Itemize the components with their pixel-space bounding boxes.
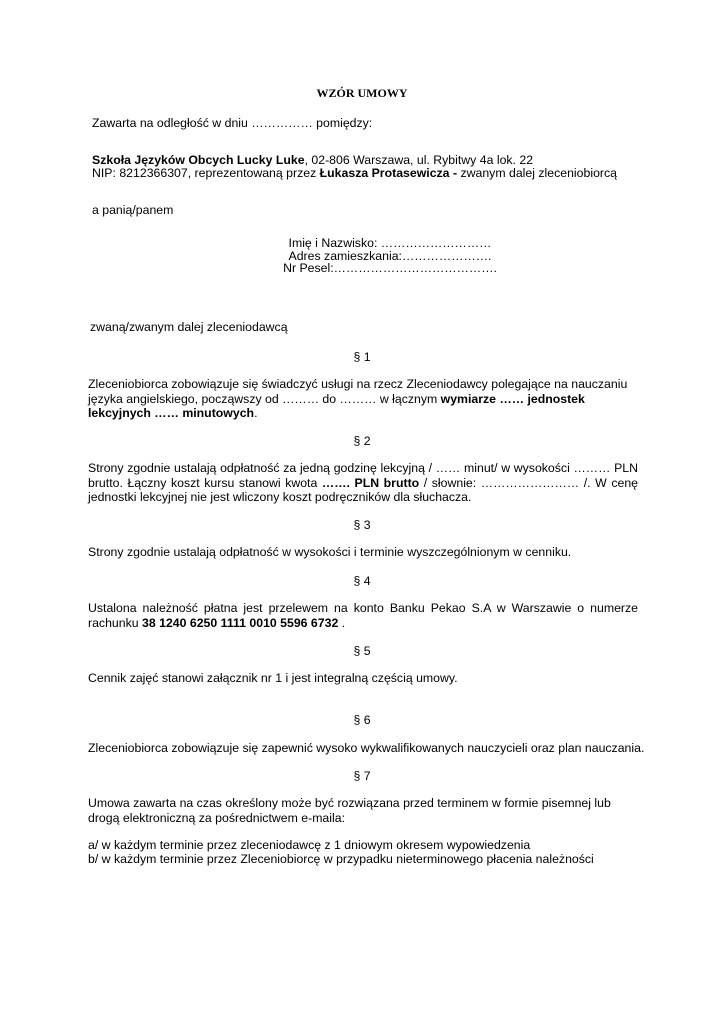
client-pesel-line: Nr Pesel:…………………………………. <box>283 261 497 275</box>
section-1-text <box>88 377 638 421</box>
contractor-dash: - <box>449 166 461 180</box>
bank-account-number: 38 1240 6250 1111 0010 5596 6732 <box>142 615 339 630</box>
section-2-text-b: / słownie: …………………… /. W cenę jednostki lekcyjnej nie jest wliczony koszt podręczników dla słuchacza. <box>88 475 638 505</box>
section-5-heading: § 5 <box>353 644 371 658</box>
section-4-text-a: Ustalona należność płatna jest przelewem na konto Banku Pekao S.A w Warszawie o numerze rachunku <box>88 601 638 630</box>
section-4-text-b: . <box>338 615 346 630</box>
section-1-heading: § 1 <box>353 350 371 364</box>
section-1-text-b: . <box>254 406 258 421</box>
section-3-text: Strony zgodnie ustalają odpłatność w wysokości i terminie wyszczególnionym w cenniku. <box>88 545 572 559</box>
section-2-bold: ……. PLN brutto <box>321 475 420 490</box>
document-title: WZÓR UMOWY <box>316 86 408 100</box>
contractor-role: zwanym dalej zleceniobiorcą <box>460 166 617 180</box>
contractor-line-1 <box>92 153 533 167</box>
section-2-text <box>88 461 638 505</box>
section-7-item-a: a/ w każdym terminie przez zleceniodawcę z 1 dniowym okresem wypowiedzenia <box>88 838 531 852</box>
contractor-line-2 <box>92 166 617 180</box>
and-line: a panią/panem <box>92 203 174 217</box>
section-5-text: Cennik zajęć stanowi załącznik nr 1 i jest integralną częścią umowy. <box>88 671 458 685</box>
section-3-heading: § 3 <box>353 518 371 532</box>
section-2-heading: § 2 <box>353 434 371 448</box>
client-name-line: Imię i Nazwisko: ……………………… <box>288 236 492 250</box>
section-7-item-b: b/ w każdym terminie przez Zleceniobiorcę w przypadku nieterminowego płacenia należności <box>88 852 594 866</box>
contractor-nip: NIP: 8212366307, reprezentowaną przez <box>92 166 320 180</box>
section-7-text: Umowa zawarta na czas określony może być rozwiązana przed terminem w formie pisemnej lub drogą elektroniczną za pośrednictwem e-maila: <box>88 796 611 825</box>
section-1-bold: wymiarze …… jednostek lekcyjnych …… minutowych <box>88 391 585 421</box>
section-4-heading: § 4 <box>353 574 371 588</box>
section-4-text <box>88 601 638 630</box>
section-7-heading: § 7 <box>353 769 371 783</box>
section-1-text-a: Zleceniobiorca zobowiązuje się świadczyć usługi na rzecz Zleceniodawcy polegające na nauczaniu języka angielskiego, począwszy od ……… do ……… w łącznym <box>88 377 628 406</box>
section-2-text-a: Strony zgodnie ustalają odpłatność za jedną godzinę lekcyjną / …… minut/ w wysokości ……… PLN brutto. Łączny koszt kursu stanowi kwota <box>88 461 638 490</box>
contractor-address: , 02-806 Warszawa, ul. Rybitwy 4a lok. 22 <box>304 153 534 167</box>
client-role-line: zwaną/zwanym dalej zleceniodawcą <box>90 320 288 334</box>
client-block <box>240 237 540 275</box>
section-6-heading: § 6 <box>353 713 371 727</box>
section-6-text: Zleceniobiorca zobowiązuje się zapewnić wysoko wykwalifikowanych nauczycieli oraz plan nauczania. <box>88 741 645 755</box>
contractor-name: Szkoła Języków Obcych Lucky Luke <box>92 153 305 167</box>
intro-line: Zawarta na odległość w dniu …………… pomiędzy: <box>92 116 373 130</box>
client-address-line: Adres zamieszkania:…………………. <box>288 248 492 263</box>
contractor-representative: Łukasza Protasewicza <box>319 166 450 180</box>
